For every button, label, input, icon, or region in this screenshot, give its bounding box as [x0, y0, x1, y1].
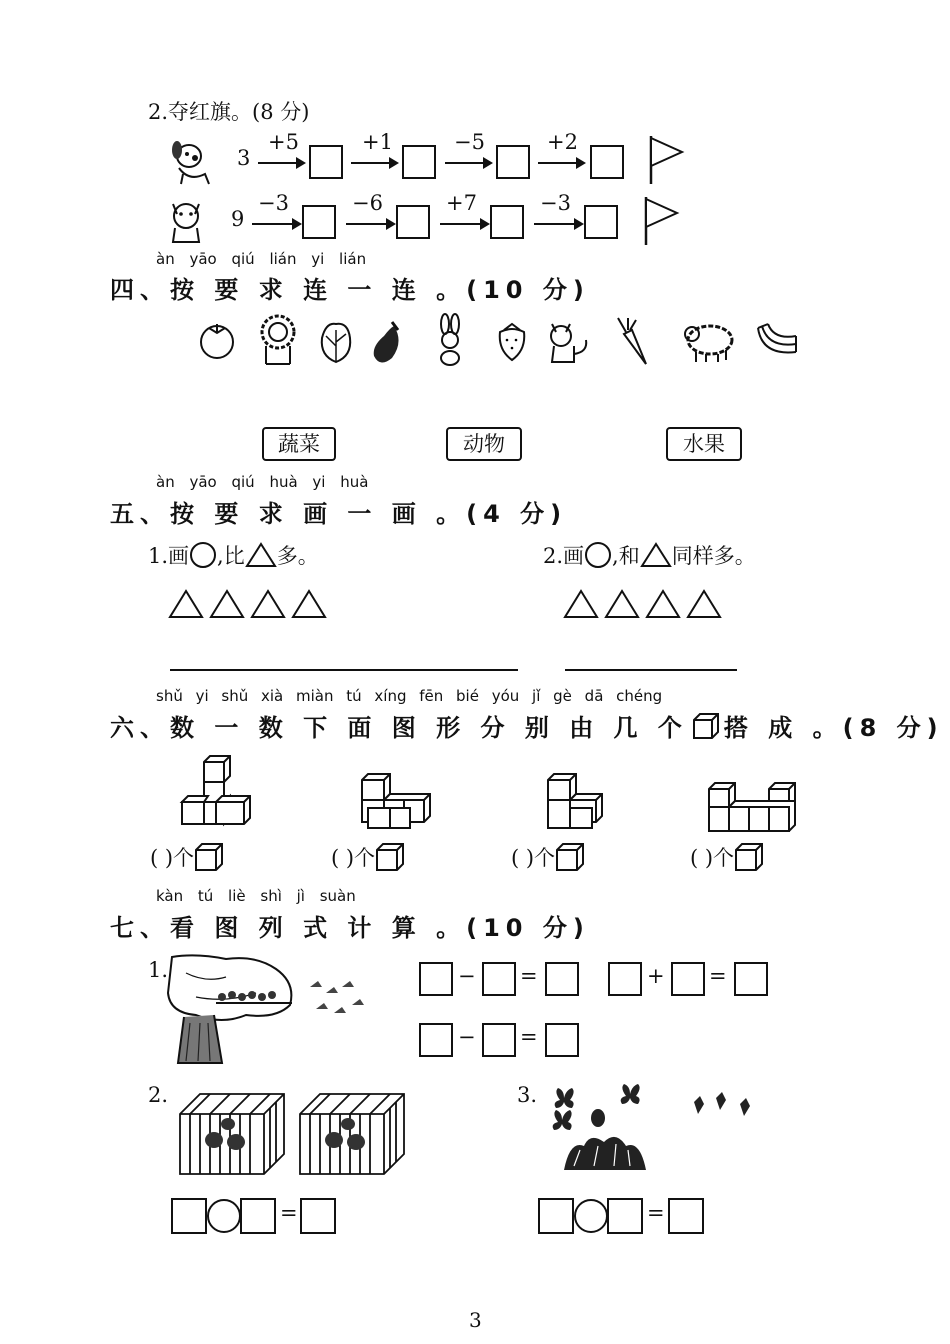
cube-icon	[692, 712, 720, 740]
cube-icon	[734, 842, 764, 872]
dog-icon	[165, 138, 215, 186]
s7-pinyin: kàn tú liè shì jì suàn	[156, 887, 356, 905]
arrow	[538, 162, 584, 164]
s6-answer-1-text: ( )个	[150, 846, 195, 870]
answer-box[interactable]	[584, 205, 618, 239]
q2-row2-start: 9	[231, 207, 245, 231]
triangle-row	[168, 589, 330, 619]
s6-answer-4[interactable]	[690, 842, 764, 872]
rabbit-icon	[432, 314, 468, 366]
drawing-line[interactable]	[170, 669, 518, 671]
s5-title: 五、按 要 求 画 一 画 。(4 分)	[110, 500, 568, 528]
q2-title: 2.夺红旗。(8 分)	[148, 100, 310, 124]
answer-box[interactable]	[396, 205, 430, 239]
s6-answer-3[interactable]	[511, 842, 585, 872]
q2-row2-op2: −6	[352, 191, 383, 215]
answer-box[interactable]	[734, 962, 768, 996]
arrow	[351, 162, 397, 164]
triangle-icon	[245, 542, 277, 568]
s5-pinyin: àn yāo qiú huà yi huà	[156, 473, 369, 491]
cabbage-icon	[318, 320, 354, 364]
arrow	[534, 223, 582, 225]
strawberry-icon	[494, 322, 530, 362]
q2-row1-op1: +5	[268, 130, 299, 154]
arrow	[440, 223, 488, 225]
answer-box[interactable]	[671, 962, 705, 996]
tree-birds-image	[166, 953, 370, 1065]
answer-box[interactable]	[496, 145, 530, 179]
cube-figure-4	[707, 781, 799, 833]
q2-row2-op1: −3	[258, 191, 289, 215]
triangle-icon	[640, 542, 672, 568]
operator-circle[interactable]	[573, 1198, 609, 1234]
s5-q1-text-b: ,比	[217, 544, 245, 568]
answer-box[interactable]	[419, 962, 453, 996]
eggplant-icon	[370, 318, 406, 366]
operator-circle[interactable]	[206, 1198, 242, 1234]
q2-row1-start: 3	[237, 146, 251, 170]
q2-row1-op2: +1	[362, 130, 393, 154]
q2-row2-op3: +7	[446, 191, 477, 215]
equals-sign: =	[280, 1201, 298, 1225]
cat-icon	[165, 198, 209, 244]
s6-answer-4-text: ( )个	[690, 846, 735, 870]
s6-title-a: 六、数 一 数 下 面 图 形 分 别 由 几 个	[110, 714, 688, 742]
s7-title: 七、看 图 列 式 计 算 。(10 分)	[110, 914, 590, 942]
q2-row1-op3: −5	[454, 130, 485, 154]
s6-title	[110, 708, 944, 743]
cube-figure-2	[360, 772, 434, 830]
answer-box[interactable]	[171, 1198, 207, 1234]
answer-box[interactable]	[668, 1198, 704, 1234]
arrow	[258, 162, 304, 164]
lion-icon	[258, 314, 302, 366]
answer-box[interactable]	[402, 145, 436, 179]
plus-sign: +	[647, 964, 665, 988]
answer-box[interactable]	[590, 145, 624, 179]
answer-box[interactable]	[482, 1023, 516, 1057]
category-box-animal[interactable]: 动物	[446, 427, 522, 461]
answer-box[interactable]	[538, 1198, 574, 1234]
s7-q2-label: 2.	[148, 1083, 169, 1107]
s6-title-b: 搭 成 。(8 分)	[723, 714, 944, 742]
s4-title: 四、按 要 求 连 一 连 。(10 分)	[110, 276, 590, 304]
cube-icon	[375, 842, 405, 872]
flag-icon	[648, 134, 688, 186]
s5-q1	[148, 540, 319, 570]
s5-q1-text-c: 多。	[276, 544, 319, 568]
arrow	[346, 223, 394, 225]
cat-icon	[544, 318, 592, 366]
equals-sign: =	[520, 964, 538, 988]
cages-image	[176, 1090, 410, 1178]
triangle-row	[563, 589, 725, 619]
s7-q1-label: 1.	[148, 958, 169, 982]
equals-sign: =	[709, 964, 727, 988]
s5-q2-text-b: ,和	[612, 544, 640, 568]
arrow	[252, 223, 300, 225]
minus-sign: −	[458, 964, 476, 988]
s4-pinyin: àn yāo qiú lián yi lián	[156, 250, 367, 268]
s5-q2	[543, 540, 756, 570]
answer-box[interactable]	[240, 1198, 276, 1234]
sheep-icon	[680, 320, 736, 364]
s6-answer-3-text: ( )个	[511, 846, 556, 870]
cube-figure-3	[546, 772, 606, 832]
s5-q2-text-c: 同样多。	[671, 544, 756, 568]
answer-box[interactable]	[302, 205, 336, 239]
category-box-fruit[interactable]: 水果	[666, 427, 742, 461]
circle-icon	[189, 542, 217, 568]
arrow	[445, 162, 491, 164]
minus-sign: −	[458, 1025, 476, 1049]
answer-box[interactable]	[482, 962, 516, 996]
answer-box[interactable]	[607, 1198, 643, 1234]
tomato-icon	[196, 320, 238, 360]
s6-pinyin: shǔ yi shǔ xià miàn tú xíng fēn bié yóu jǐ gè dā chéng	[156, 687, 663, 705]
cube-icon	[555, 842, 585, 872]
flowers-butterflies-image	[550, 1084, 780, 1174]
cube-figure-1	[180, 756, 252, 828]
answer-box[interactable]	[309, 145, 343, 179]
drawing-line[interactable]	[565, 669, 737, 671]
answer-box[interactable]	[490, 205, 524, 239]
answer-box[interactable]	[300, 1198, 336, 1234]
s5-q2-text-a: 2.画	[543, 544, 585, 568]
page-number: 3	[469, 1308, 482, 1332]
s5-q1-text-a: 1.画	[148, 544, 190, 568]
answer-box[interactable]	[419, 1023, 453, 1057]
q2-row1-op4: +2	[547, 130, 578, 154]
circle-icon	[584, 542, 612, 568]
s7-q3-label: 3.	[517, 1083, 538, 1107]
answer-box[interactable]	[545, 962, 579, 996]
banana-icon	[754, 320, 800, 362]
s6-answer-1[interactable]	[150, 842, 224, 872]
flag-icon	[643, 195, 683, 247]
equals-sign: =	[520, 1025, 538, 1049]
q2-row2-op4: −3	[540, 191, 571, 215]
s6-answer-2-text: ( )个	[331, 846, 376, 870]
answer-box[interactable]	[545, 1023, 579, 1057]
cube-icon	[194, 842, 224, 872]
category-box-vegetable[interactable]: 蔬菜	[262, 427, 336, 461]
equals-sign: =	[647, 1201, 665, 1225]
s6-answer-2[interactable]	[331, 842, 405, 872]
carrot-icon	[610, 316, 652, 368]
answer-box[interactable]	[608, 962, 642, 996]
